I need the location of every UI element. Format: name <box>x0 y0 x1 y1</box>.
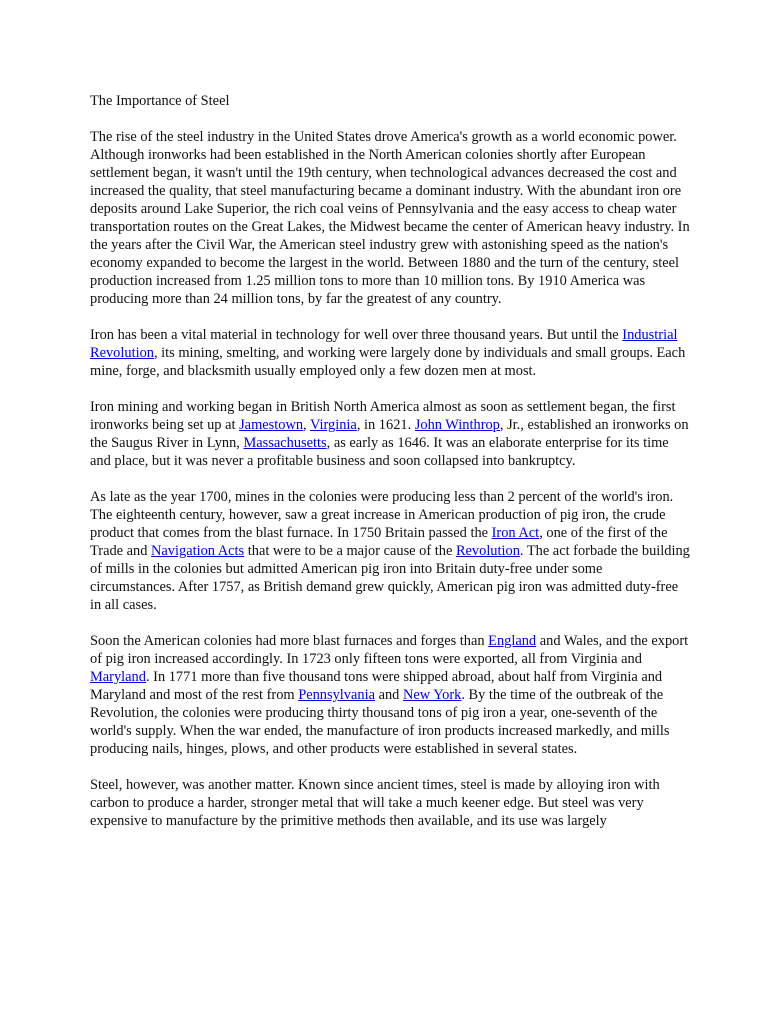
paragraph <box>90 326 690 380</box>
paragraph-text: As late as the year 1700, mines in the colonies were producing less than 2 percent of the world's iron. The eighteenth century, however, saw a great increase in American production of pig iron, the crude product that comes from the blast furnace. In 1750 Britain passed the <box>90 489 674 541</box>
paragraph-text: , its mining, smelting, and working were largely done by individuals and small groups. Each mine, forge, and blacksmith usually employed only a few dozen men at most. <box>90 345 686 379</box>
paragraph-text: , in 1621. <box>356 417 415 433</box>
paragraph-text: , Jr., established an ironworks on the Saugus River in Lynn, <box>90 417 689 451</box>
link-john-winthrop[interactable]: John Winthrop <box>414 417 500 433</box>
paragraph-text: and <box>374 687 403 703</box>
link-industrial-revolution[interactable]: Industrial Revolution <box>90 327 678 361</box>
paragraph-text: The rise of the steel industry in the United States drove America's growth as a world economic power. Although ironworks had been established in the North American colonies shortly after European settlement began, it wasn't until the 19th century, when technological advances decreased the cost and increased the quality, that steel manufacturing became a dominant industry. With the abundant iron ore deposits around Lake Superior, the rich coal veins of Pennsylvania and the easy access to cheap water transportation routes on the Great Lakes, the Midwest became the center of American heavy industry. In the years after the Civil War, the American steel industry grew with astonishing speed as the nation's economy expanded to become the largest in the world. Between 1880 and the turn of the century, steel production increased from 1.25 million tons to more than 10 million tons. By 1910 America was producing more than 24 million tons, by far the greatest of any country. <box>90 129 690 307</box>
paragraph <box>90 488 690 614</box>
paragraph-text: and Wales, and the export of pig iron increased accordingly. In 1723 only fifteen tons were exported, all from Virginia and <box>90 633 689 667</box>
paragraph <box>90 776 690 830</box>
paragraph-text: Iron has been a vital material in technology for well over three thousand years. But until the <box>90 327 623 343</box>
paragraph-text: , as early as 1646. It was an elaborate enterprise for its time and place, but it was never a profitable business and soon collapsed into bankruptcy. <box>90 435 669 469</box>
link-massachusetts[interactable]: Massachusetts <box>243 435 327 451</box>
paragraph-text: . The act forbade the building of mills in the colonies but admitted American pig iron into Britain duty-free under some circumstances. After 1757, as British demand grew quickly, American pig iron was admitted duty-free in all cases. <box>90 543 690 613</box>
link-england[interactable]: England <box>488 633 537 649</box>
paragraph-text: , <box>303 417 310 433</box>
paragraph-text: . In 1771 more than five thousand tons were shipped abroad, about half from Virginia and Maryland and most of the rest from <box>90 669 663 703</box>
paragraph <box>90 632 690 758</box>
link-pennsylvania[interactable]: Pennsylvania <box>298 687 375 703</box>
link-jamestown[interactable]: Jamestown <box>239 417 304 433</box>
paragraph-text: . By the time of the outbreak of the Revolution, the colonies were producing thirty thousand tons of pig iron a year, one-seventh of the world's supply. When the war ended, the manufacture of iron products increased markedly, and mills producing nails, hinges, plows, and other products were established in several states. <box>90 687 670 757</box>
link-iron-act[interactable]: Iron Act <box>491 525 540 541</box>
paragraph-text: , one of the first of the Trade and <box>90 525 668 559</box>
document-page <box>90 92 690 848</box>
paragraph-text: Iron mining and working began in British North America almost as soon as settlement began, the first ironworks being set up at <box>90 399 676 433</box>
paragraph-text: Soon the American colonies had more blast furnaces and forges than <box>90 633 489 649</box>
link-new-york[interactable]: New York <box>402 687 462 703</box>
document-title: The Importance of Steel <box>90 93 230 109</box>
paragraph-text: Steel, however, was another matter. Known since ancient times, steel is made by alloying iron with carbon to produce a harder, stronger metal that will take a much keener edge. But steel was very expensive to manufacture by the primitive methods then available, and its use was largely <box>90 777 660 829</box>
link-virginia[interactable]: Virginia <box>309 417 357 433</box>
paragraph <box>90 128 690 308</box>
link-revolution[interactable]: Revolution <box>455 543 520 559</box>
link-navigation-acts[interactable]: Navigation Acts <box>151 543 245 559</box>
document-body <box>90 128 690 830</box>
paragraph-text: that were to be a major cause of the <box>244 543 456 559</box>
link-maryland[interactable]: Maryland <box>90 669 146 685</box>
paragraph <box>90 398 690 470</box>
